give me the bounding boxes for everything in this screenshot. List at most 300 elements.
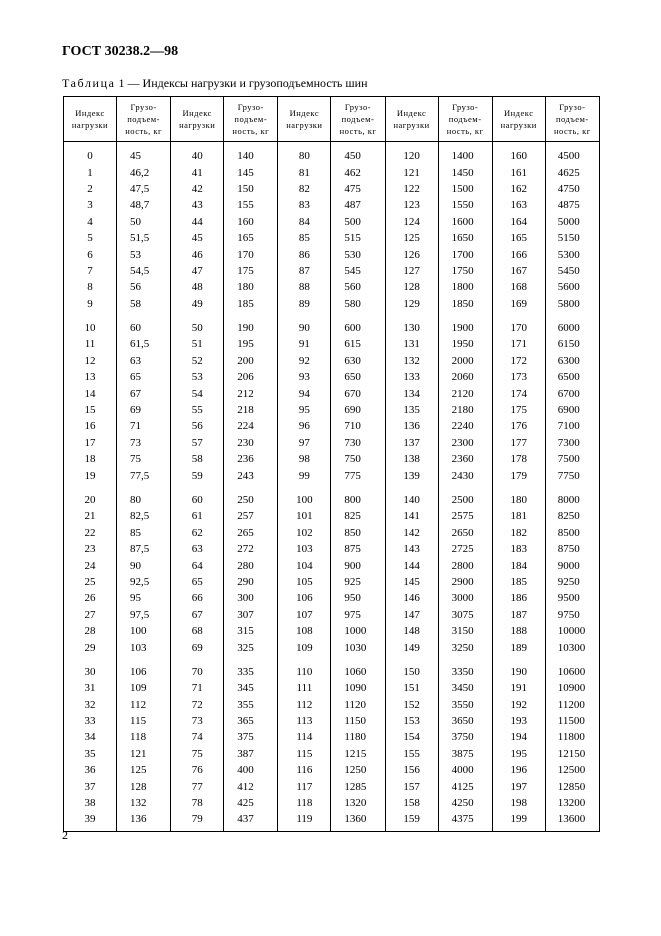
load-index-cell: 11 [64,336,117,352]
load-capacity-cell: 11800 [545,729,599,745]
load-index-cell: 8 [64,279,117,295]
load-capacity-cell: 9750 [545,607,599,623]
table-row [64,574,600,590]
load-index-cell: 159 [385,811,438,831]
table-row [64,142,600,165]
spacer-cell [492,484,545,492]
load-capacity-cell: 2430 [438,467,492,483]
load-index-cell: 76 [171,762,224,778]
load-capacity-cell: 650 [331,369,385,385]
load-capacity-cell: 85 [117,525,171,541]
load-index-cell: 133 [385,369,438,385]
load-capacity-cell: 1950 [438,336,492,352]
load-index-cell: 68 [171,623,224,639]
table-row [64,230,600,246]
table-row [64,525,600,541]
load-capacity-cell: 12850 [545,778,599,794]
load-index-cell: 195 [492,746,545,762]
load-index-cell: 65 [171,574,224,590]
header-line: Индекс [504,108,534,118]
load-index-cell: 100 [278,492,331,508]
load-capacity-cell: 165 [224,230,278,246]
load-capacity-cell: 500 [331,214,385,230]
load-capacity-cell: 54,5 [117,263,171,279]
load-capacity-cell: 2060 [438,369,492,385]
header-line: Грузо- [237,102,264,112]
load-capacity-cell: 125 [117,762,171,778]
load-index-cell: 64 [171,557,224,573]
table-body [64,142,600,832]
load-index-cell: 59 [171,467,224,483]
load-capacity-cell: 10000 [545,623,599,639]
load-capacity-cell: 825 [331,508,385,524]
load-capacity-cell: 3750 [438,729,492,745]
load-index-cell: 88 [278,279,331,295]
load-index-cell: 1 [64,164,117,180]
spacer-cell [331,484,385,492]
load-index-cell: 103 [278,541,331,557]
load-capacity-cell: 307 [224,607,278,623]
load-capacity-cell: 800 [331,492,385,508]
table-row [64,492,600,508]
load-capacity-cell: 132 [117,795,171,811]
load-index-cell: 173 [492,369,545,385]
load-capacity-cell: 355 [224,697,278,713]
load-capacity-cell: 1550 [438,197,492,213]
load-capacity-cell: 170 [224,246,278,262]
load-capacity-cell: 925 [331,574,385,590]
table-row [64,680,600,696]
header-line: ность, кг [125,126,162,136]
table-row [64,467,600,483]
load-capacity-cell: 195 [224,336,278,352]
load-index-cell: 22 [64,525,117,541]
load-capacity-cell: 53 [117,246,171,262]
load-capacity-cell: 236 [224,451,278,467]
table-row [64,557,600,573]
load-index-cell: 96 [278,418,331,434]
load-index-cell: 194 [492,729,545,745]
load-index-cell: 9 [64,296,117,312]
table-row [64,435,600,451]
load-index-cell: 139 [385,467,438,483]
load-index-cell: 155 [385,746,438,762]
spacer-cell [278,312,331,320]
load-index-cell: 58 [171,451,224,467]
load-capacity-cell: 11200 [545,697,599,713]
load-index-cell: 170 [492,320,545,336]
load-capacity-cell: 272 [224,541,278,557]
load-index-cell: 120 [385,142,438,165]
load-index-cell: 66 [171,590,224,606]
load-index-cell: 168 [492,279,545,295]
load-index-cell: 183 [492,541,545,557]
load-index-cell: 75 [171,746,224,762]
load-index-cell: 137 [385,435,438,451]
load-capacity-cell: 10600 [545,664,599,680]
load-index-cell: 70 [171,664,224,680]
load-index-cell: 84 [278,214,331,230]
load-index-cell: 178 [492,451,545,467]
load-capacity-cell: 118 [117,729,171,745]
spacer-cell [545,312,599,320]
load-index-cell: 101 [278,508,331,524]
load-index-cell: 18 [64,451,117,467]
load-index-cell: 31 [64,680,117,696]
table-row [64,451,600,467]
load-index-cell: 156 [385,762,438,778]
table-caption-label: Таблица [62,76,116,90]
load-index-cell: 13 [64,369,117,385]
load-capacity-cell: 87,5 [117,541,171,557]
load-capacity-cell: 7100 [545,418,599,434]
load-index-cell: 53 [171,369,224,385]
load-capacity-cell: 710 [331,418,385,434]
table-row [64,246,600,262]
load-capacity-cell: 3550 [438,697,492,713]
load-capacity-cell: 75 [117,451,171,467]
load-index-cell: 177 [492,435,545,451]
load-capacity-cell: 250 [224,492,278,508]
load-capacity-cell: 2900 [438,574,492,590]
load-capacity-cell: 112 [117,697,171,713]
load-index-cell: 148 [385,623,438,639]
load-index-cell: 27 [64,607,117,623]
load-capacity-cell: 1360 [331,811,385,831]
load-index-cell: 167 [492,263,545,279]
load-index-cell: 26 [64,590,117,606]
load-capacity-cell: 206 [224,369,278,385]
load-index-cell: 20 [64,492,117,508]
load-index-cell: 191 [492,680,545,696]
load-capacity-cell: 180 [224,279,278,295]
load-capacity-cell: 530 [331,246,385,262]
spacer-cell [438,656,492,664]
load-index-cell: 115 [278,746,331,762]
load-capacity-cell: 109 [117,680,171,696]
spacer-cell [224,656,278,664]
spacer-cell [224,484,278,492]
load-index-cell: 199 [492,811,545,831]
load-index-cell: 91 [278,336,331,352]
load-index-cell: 93 [278,369,331,385]
load-capacity-cell: 140 [224,142,278,165]
load-capacity-cell: 300 [224,590,278,606]
load-index-cell: 164 [492,214,545,230]
load-capacity-cell: 121 [117,746,171,762]
load-capacity-cell: 975 [331,607,385,623]
load-index-cell: 119 [278,811,331,831]
header-load-capacity [224,97,278,142]
load-capacity-cell: 80 [117,492,171,508]
load-index-cell: 92 [278,353,331,369]
load-capacity-cell: 150 [224,181,278,197]
load-capacity-cell: 2575 [438,508,492,524]
table-row [64,369,600,385]
load-index-cell: 3 [64,197,117,213]
load-capacity-cell: 82,5 [117,508,171,524]
load-capacity-cell: 5600 [545,279,599,295]
load-capacity-cell: 2240 [438,418,492,434]
load-index-cell: 143 [385,541,438,557]
header-load-capacity [438,97,492,142]
load-index-cell: 192 [492,697,545,713]
load-capacity-cell: 103 [117,639,171,655]
load-index-cell: 48 [171,279,224,295]
load-capacity-cell: 218 [224,402,278,418]
load-capacity-cell: 10900 [545,680,599,696]
load-capacity-cell: 1030 [331,639,385,655]
table-row [64,778,600,794]
load-capacity-cell: 487 [331,197,385,213]
spacer-cell [64,484,117,492]
header-line: подъем- [341,114,375,124]
load-index-cell: 94 [278,385,331,401]
load-index-cell: 60 [171,492,224,508]
load-capacity-cell: 2360 [438,451,492,467]
load-capacity-cell: 12150 [545,746,599,762]
load-capacity-cell: 1180 [331,729,385,745]
load-capacity-cell: 13600 [545,811,599,831]
load-index-cell: 149 [385,639,438,655]
load-index-cell: 72 [171,697,224,713]
spacer-cell [278,656,331,664]
load-index-cell: 198 [492,795,545,811]
load-capacity-cell: 2180 [438,402,492,418]
load-index-cell: 174 [492,385,545,401]
load-capacity-cell: 63 [117,353,171,369]
load-index-cell: 135 [385,402,438,418]
load-capacity-cell: 1600 [438,214,492,230]
load-index-cell: 97 [278,435,331,451]
load-capacity-cell: 560 [331,279,385,295]
load-index-cell: 129 [385,296,438,312]
load-index-cell: 172 [492,353,545,369]
spacer-cell [438,484,492,492]
load-index-cell: 132 [385,353,438,369]
load-capacity-cell: 5150 [545,230,599,246]
load-index-cell: 140 [385,492,438,508]
table-row [64,214,600,230]
load-index-cell: 16 [64,418,117,434]
load-index-cell: 186 [492,590,545,606]
load-index-cell: 171 [492,336,545,352]
load-capacity-cell: 4875 [545,197,599,213]
load-capacity-cell: 7750 [545,467,599,483]
load-index-cell: 14 [64,385,117,401]
header-line: нагрузки [286,120,323,130]
load-capacity-cell: 375 [224,729,278,745]
load-capacity-cell: 6300 [545,353,599,369]
load-capacity-cell: 3000 [438,590,492,606]
load-index-cell: 175 [492,402,545,418]
load-index-cell: 50 [171,320,224,336]
load-capacity-cell: 47,5 [117,181,171,197]
load-capacity-cell: 243 [224,467,278,483]
table-row [64,336,600,352]
header-line: нагрузки [179,120,216,130]
load-index-cell: 187 [492,607,545,623]
load-capacity-cell: 580 [331,296,385,312]
table-row [64,181,600,197]
load-capacity-cell: 51,5 [117,230,171,246]
load-index-cell: 109 [278,639,331,655]
table-row [64,418,600,434]
load-capacity-cell: 77,5 [117,467,171,483]
header-load-index [492,97,545,142]
load-index-cell: 79 [171,811,224,831]
load-capacity-cell: 46,2 [117,164,171,180]
load-capacity-cell: 5450 [545,263,599,279]
spacer-cell [545,656,599,664]
load-capacity-cell: 1150 [331,713,385,729]
load-capacity-cell: 1900 [438,320,492,336]
load-capacity-cell: 462 [331,164,385,180]
table-row [64,607,600,623]
load-index-cell: 128 [385,279,438,295]
load-capacity-cell: 412 [224,778,278,794]
load-index-cell: 7 [64,263,117,279]
table-row [64,164,600,180]
spacer-cell [171,656,224,664]
header-line: нагрузки [500,120,537,130]
load-capacity-cell: 1215 [331,746,385,762]
load-index-cell: 189 [492,639,545,655]
load-index-cell: 146 [385,590,438,606]
spacer-cell [545,484,599,492]
load-capacity-cell: 224 [224,418,278,434]
spacer-cell [438,312,492,320]
spacer-cell [385,656,438,664]
table-row [64,385,600,401]
load-index-cell: 158 [385,795,438,811]
load-index-cell: 95 [278,402,331,418]
load-index-cell: 179 [492,467,545,483]
load-capacity-cell: 12500 [545,762,599,778]
table-row [64,713,600,729]
load-capacity-cell: 615 [331,336,385,352]
load-index-cell: 188 [492,623,545,639]
load-capacity-cell: 8750 [545,541,599,557]
load-capacity-cell: 230 [224,435,278,451]
load-index-cell: 111 [278,680,331,696]
load-capacity-cell: 4250 [438,795,492,811]
load-capacity-cell: 437 [224,811,278,831]
load-capacity-cell: 2650 [438,525,492,541]
load-index-cell: 197 [492,778,545,794]
header-load-index [385,97,438,142]
load-index-cell: 0 [64,142,117,165]
load-capacity-cell: 450 [331,142,385,165]
load-capacity-cell: 69 [117,402,171,418]
load-capacity-cell: 1850 [438,296,492,312]
header-line: ность, кг [553,126,591,136]
header-line: Индекс [396,108,427,118]
load-index-cell: 81 [278,164,331,180]
spacer-cell [492,312,545,320]
load-capacity-cell: 3250 [438,639,492,655]
table-row [64,811,600,831]
load-capacity-cell: 1500 [438,181,492,197]
load-capacity-cell: 4625 [545,164,599,180]
header-line: Грузо- [559,102,586,112]
load-index-cell: 185 [492,574,545,590]
load-index-cell: 117 [278,778,331,794]
load-capacity-cell: 45 [117,142,171,165]
load-capacity-cell: 97,5 [117,607,171,623]
table-row [64,697,600,713]
header-line: нагрузки [393,120,430,130]
load-index-cell: 33 [64,713,117,729]
header-line: Индекс [75,108,105,118]
spacer-cell [64,656,117,664]
header-line: подъем- [234,114,268,124]
load-capacity-cell: 730 [331,435,385,451]
load-index-cell: 30 [64,664,117,680]
table-row [64,639,600,655]
load-index-cell: 6 [64,246,117,262]
load-capacity-cell: 4125 [438,778,492,794]
load-index-cell: 12 [64,353,117,369]
load-capacity-cell: 4750 [545,181,599,197]
document-header: ГОСТ 30238.2—98 [62,44,179,59]
load-capacity-cell: 280 [224,557,278,573]
load-index-cell: 181 [492,508,545,524]
load-index-cell: 87 [278,263,331,279]
load-index-cell: 56 [171,418,224,434]
load-capacity-cell: 2725 [438,541,492,557]
load-index-cell: 69 [171,639,224,655]
load-capacity-cell: 9500 [545,590,599,606]
load-index-cell: 104 [278,557,331,573]
spacer-cell [117,312,171,320]
spacer-cell [171,312,224,320]
load-capacity-cell: 5000 [545,214,599,230]
load-capacity-cell: 106 [117,664,171,680]
header-load-capacity [545,97,599,142]
load-capacity-cell: 71 [117,418,171,434]
load-capacity-cell: 175 [224,263,278,279]
load-index-cell: 67 [171,607,224,623]
load-index-cell: 74 [171,729,224,745]
header-line: Индекс [289,108,320,118]
load-index-cell: 47 [171,263,224,279]
load-capacity-cell: 9250 [545,574,599,590]
table-caption [62,76,367,91]
load-capacity-cell: 2800 [438,557,492,573]
page-number: 2 [62,828,68,842]
load-index-cell: 25 [64,574,117,590]
load-capacity-cell: 1800 [438,279,492,295]
load-index-cell: 40 [171,142,224,165]
load-index-cell: 123 [385,197,438,213]
load-capacity-cell: 3875 [438,746,492,762]
load-index-cell: 98 [278,451,331,467]
spacer-cell [64,312,117,320]
load-capacity-cell: 160 [224,214,278,230]
table-row [64,320,600,336]
table-row [64,279,600,295]
load-index-cell: 32 [64,697,117,713]
header-line: Грузо- [344,102,372,112]
load-index-cell: 108 [278,623,331,639]
spacer-cell [117,484,171,492]
load-index-cell: 5 [64,230,117,246]
group-spacer [64,656,600,664]
load-index-cell: 73 [171,713,224,729]
load-index-cell: 126 [385,246,438,262]
load-index-cell: 62 [171,525,224,541]
